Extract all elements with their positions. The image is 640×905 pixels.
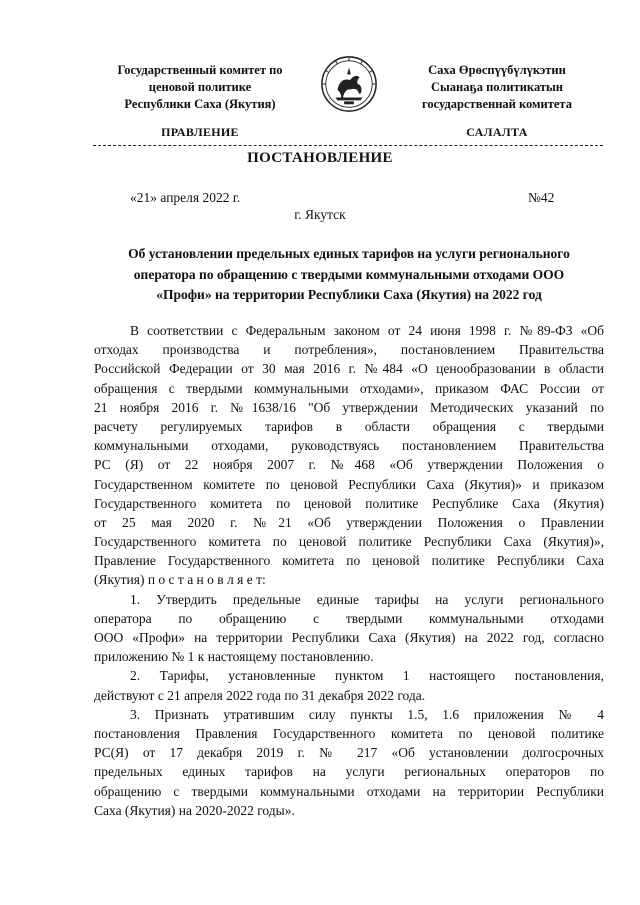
header-right-department: САЛАЛТА (466, 125, 528, 139)
document-title (94, 244, 604, 306)
body-text-line: Государственного комитета по ценовой политике Республики Саха (Якутия)», (94, 534, 604, 550)
body-text-line: обращения с твердыми коммунальными отходами», приказом ФАС России от (94, 380, 604, 396)
header-right-line: государственнай комитета (422, 97, 572, 111)
body-text-line: отходах производства и потребления», постановлением Правительства (94, 342, 604, 358)
body-text-line: 21 ноября 2016 г. №1638/16 "Об утверждении Методических указаний по (94, 399, 604, 415)
body-text-line: коммунальными отходами, руководствуясь постановлением Правительства (94, 438, 604, 454)
body-text-line: расчету регулируемых тарифов в области обращения с твердыми (94, 418, 604, 434)
header-left-line: ценовой политике (148, 80, 252, 94)
body-text-line: РС(Я) от 17 декабря 2019 г. № 217 «Об установлении долгосрочных (94, 745, 604, 761)
body-text-line: от 25 мая 2020 г. №21 «Об утверждении Положения о Правлении (94, 514, 604, 530)
title-line: Об установлении предельных единых тарифов на услуги регионального (128, 246, 570, 261)
title-line: оператора по обращению с твердыми коммунальными отходами ООО (133, 266, 565, 282)
title-line: «Профи» на территории Республики Саха (Якутия) на 2022 год (156, 287, 542, 302)
body-text-line: Государственного комитета по ценовой политике Республике Саха (Якутия) (94, 495, 604, 511)
header-right-line: Саха Өрөспүүбүлүкэтин (428, 63, 566, 77)
header-left-line: Республики Саха (Якутия) (124, 97, 276, 111)
body-text-line: Правление Государственного комитета по ценовой политике Республики Саха (94, 553, 604, 569)
body-text-line: постановления Правления Государственного комитета по ценовой политике (94, 725, 604, 741)
document-city: г. Якутск (294, 207, 346, 222)
body-text-line: 1. Утвердить предельные единые тарифы на услуги регионального (130, 591, 604, 607)
document-type: ПОСТАНОВЛЕНИЕ (247, 150, 393, 166)
body-text-line: 2. Тарифы, установленные пунктом 1 настоящего постановления, (130, 668, 604, 684)
document-date: «21» апреля 2022 г. (130, 190, 241, 205)
body-text-line: РС (Я) от 22 ноября 2007 г. №468 «Об утверждении Положения о (94, 457, 604, 473)
body-text-line: (Якутия) п о с т а н о в л я е т: (94, 572, 266, 588)
body-text-line: оператора по обращению с твердыми коммунальными отходами (94, 610, 604, 626)
document-body (94, 321, 604, 820)
body-text-line: обращению с твердыми коммунальными отходами на территории Республики (94, 783, 604, 799)
body-text-line: Саха (Якутия) на 2020-2022 годы». (94, 802, 295, 818)
header-divider (93, 145, 603, 146)
body-text-line: В соответствии с Федеральным законом от 24 июня 1998 г. №89-ФЗ «Об (130, 323, 604, 338)
body-text-line: предельных единых тарифов на услуги региональных операторов по (94, 764, 604, 780)
document-number: №42 (528, 190, 555, 205)
header-left-department: ПРАВЛЕНИЕ (161, 125, 239, 139)
header-left-line: Государственный комитет по (117, 63, 283, 77)
body-text-line: приложению № 1 к настоящему постановлению. (94, 649, 374, 665)
body-text-line: Российской Федерации от 30 мая 2016 г. №484 «О ценообразовании в области (94, 361, 604, 377)
body-text-line: Государственном комитете по ценовой Республики Саха (Якутия)» и приказом (94, 476, 604, 492)
sakha-coat-of-arms-icon (320, 55, 378, 113)
body-text-line: действуют с 21 апреля 2022 года по 31 декабря 2022 года. (94, 687, 426, 703)
body-text-line: 3. Признать утратившим силу пункты 1.5, 1.6 приложения № 4 (130, 706, 604, 722)
header-right-line: Сыанаҕа политикатын (431, 80, 563, 94)
body-text-line: ООО «Профи» на территории Республики Саха (Якутия) на 2022 год, согласно (94, 630, 604, 645)
header-right-authority (392, 62, 602, 113)
header-left-authority (95, 62, 305, 113)
